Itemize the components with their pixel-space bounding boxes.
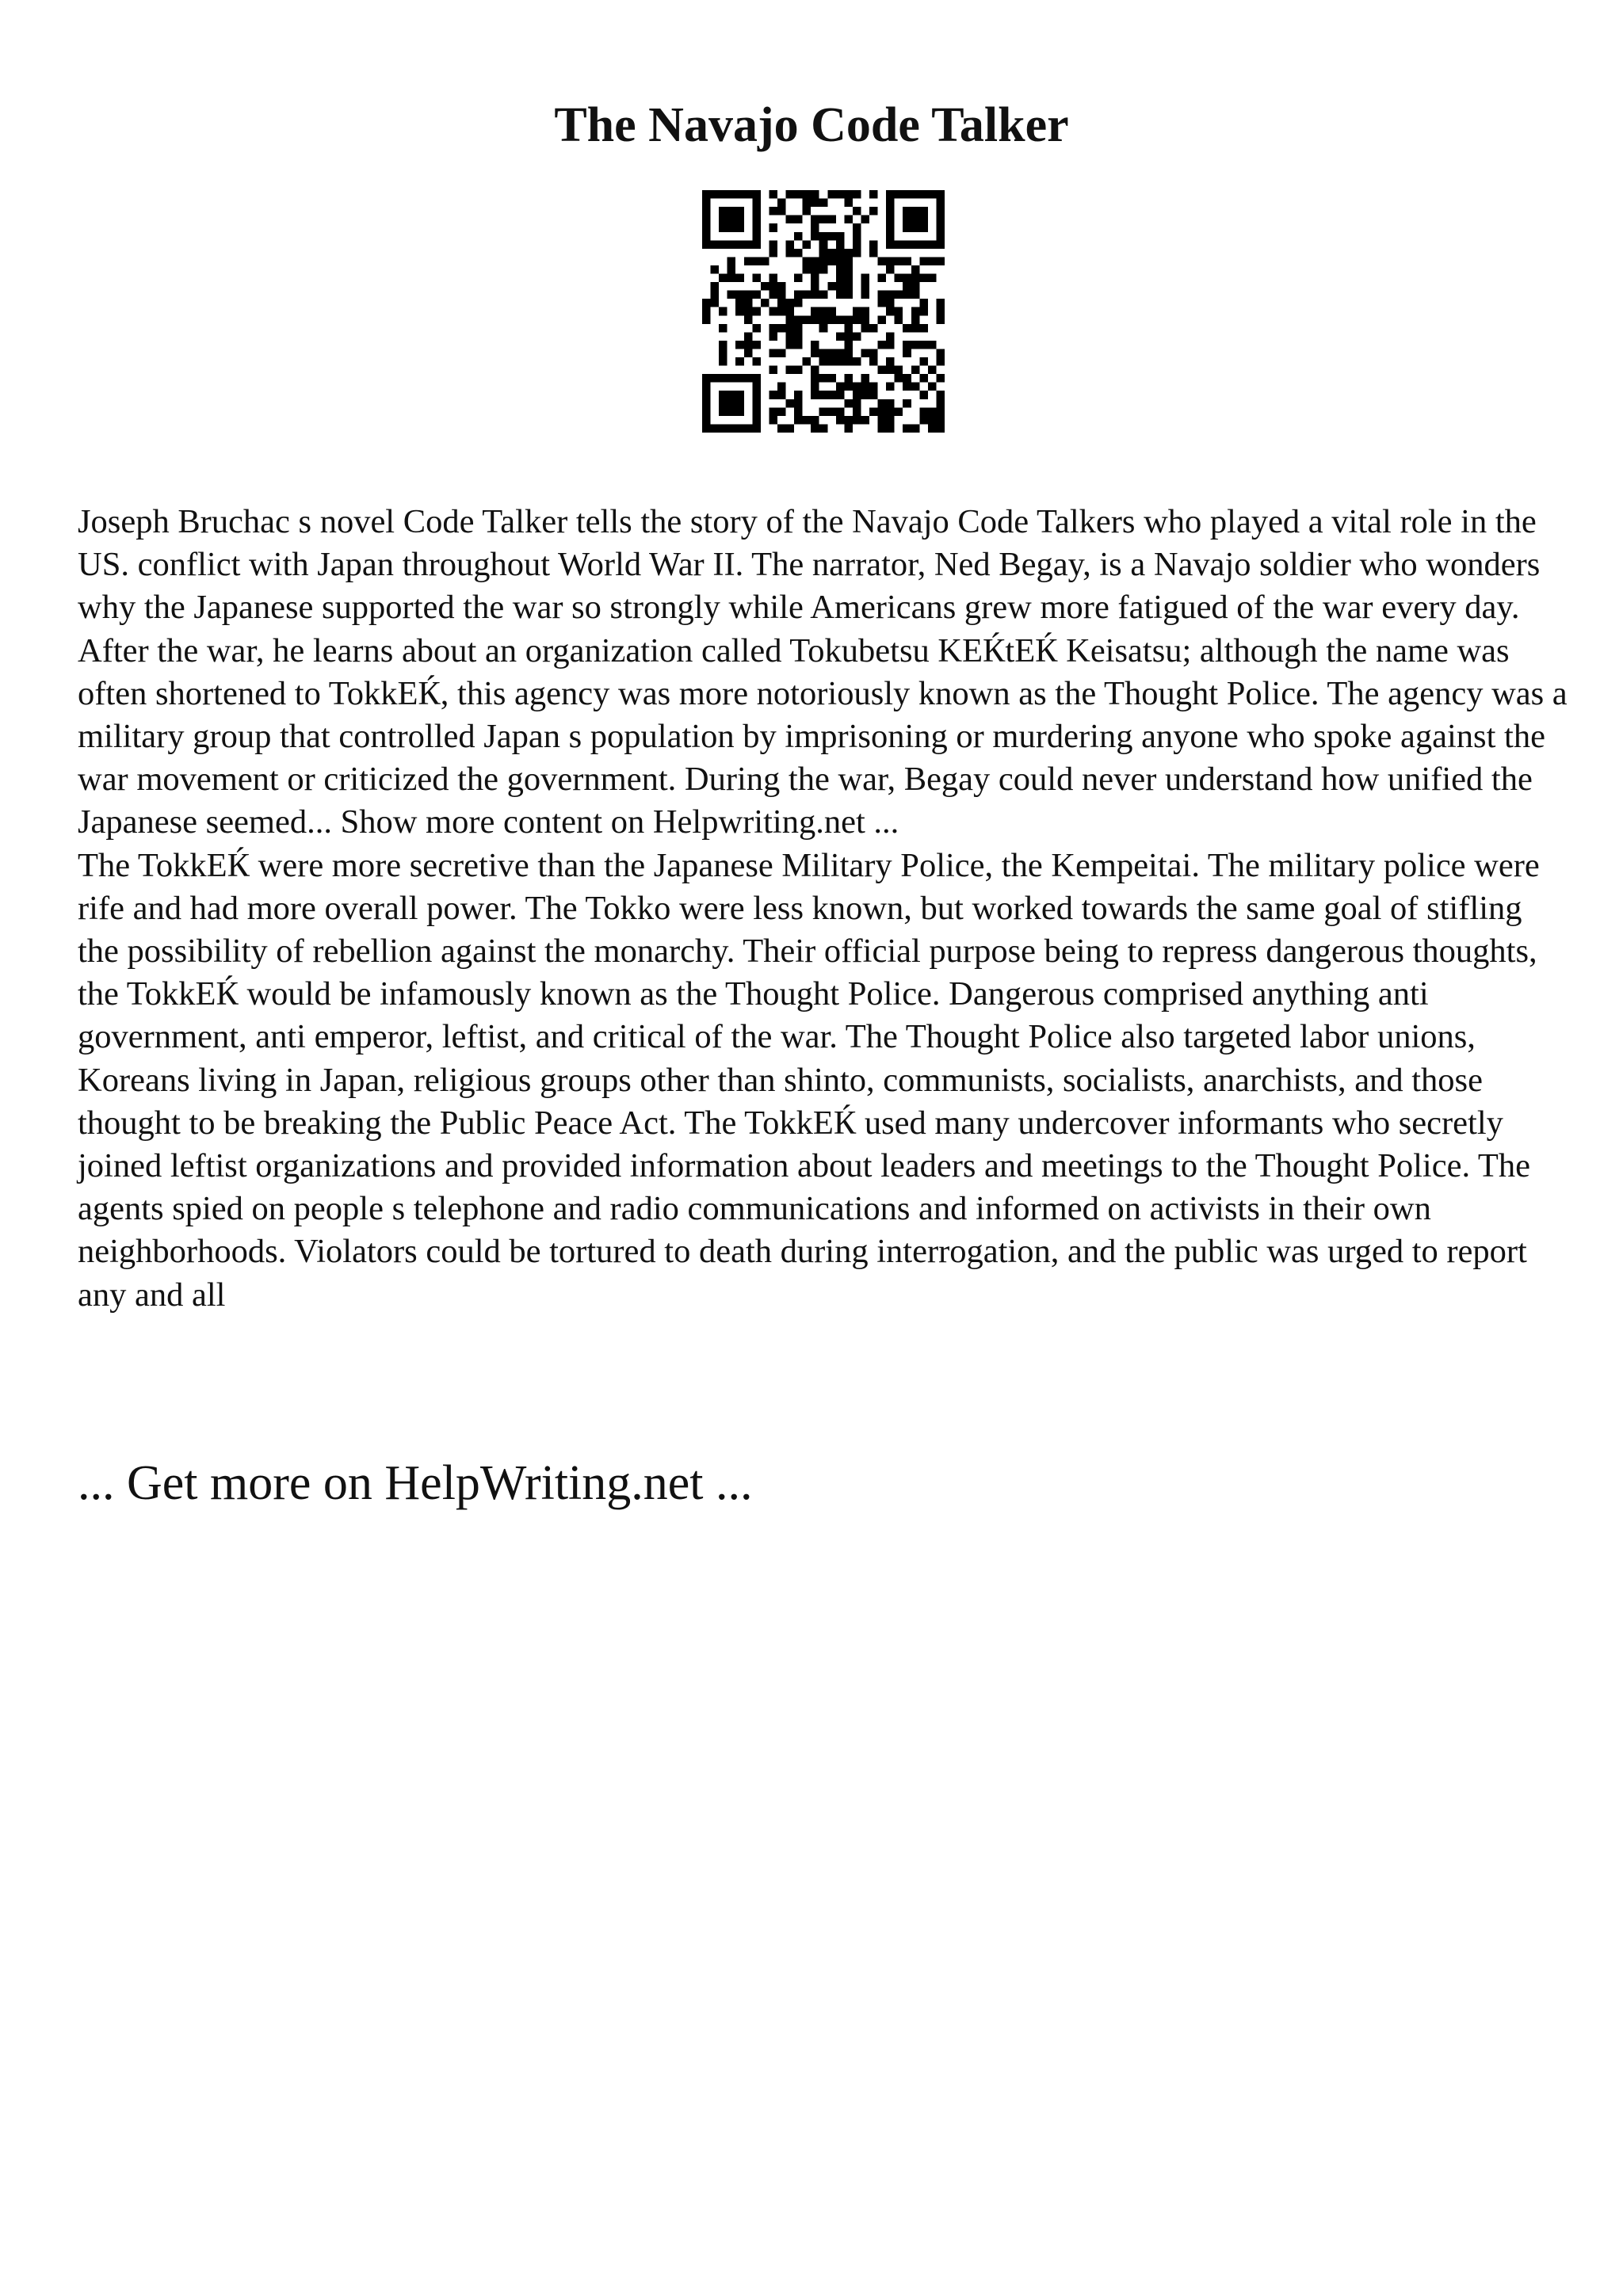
qr-code[interactable] <box>702 190 945 433</box>
article-body <box>78 501 1568 1317</box>
paragraph-1: Joseph Bruchac s novel Code Talker tells the story of the Navajo Code Talkers who played a vital role in the US. conflict with Japan throughout World War II. The narrator, Ned Begay, is a Navajo soldier who wonders why the Japanese supported the war so strongly while Americans grew more fatigued of the war every day. After the war, he learns about an organization called Tokubetsu KEЌtEЌ Keisatsu; although the name was often shortened to TokkEЌ, this agency was more notoriously known as the Thought Police. The agency was a military group that controlled Japan s population by imprisoning or murdering anyone who spoke against the war movement or criticized the government. During the war, Begay could never understand how unified the Japanese seemed... Show more content on Helpwriting.net ... <box>78 503 1568 841</box>
paragraph-2: The TokkEЌ were more secretive than the Japanese Military Police, the Kempeitai. The military police were rife and had more overall power. The Tokko were less known, but worked towards the same goal of stifling the possibility of rebellion against the monarchy. Their official purpose being to repress dangerous thoughts, the TokkEЌ would be infamously known as the Thought Police. Dangerous comprised anything anti government, anti emperor, leftist, and critical of the war. The Thought Police also targeted labor unions, Koreans living in Japan, religious groups other than shinto, communists, socialists, anarchists, and those thought to be breaking the Public Peace Act. The TokkEЌ used many undercover informants who secretly joined leftist organizations and provided information about leaders and meetings to the Thought Police. The agents spied on people s telephone and radio communications and informed on activists in their own neighborhoods. Violators could be tortured to death during interrogation, and the public was urged to report any and all <box>78 846 1540 1314</box>
get-more-link[interactable]: ... Get more on HelpWriting.net ... <box>78 1456 753 1510</box>
qr-code-icon <box>702 190 945 433</box>
document-title: The Navajo Code Talker <box>554 98 1069 152</box>
